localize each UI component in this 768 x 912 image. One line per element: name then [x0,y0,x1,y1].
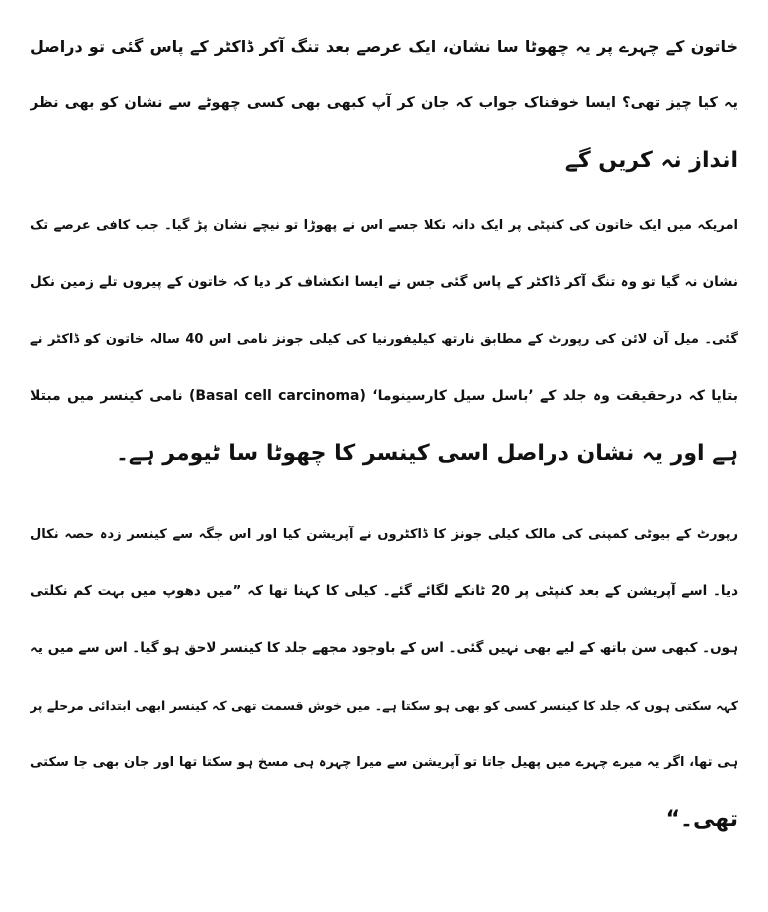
article-body [30,18,738,848]
text-line: انداز نہ کریں گے [564,148,738,173]
text-line: خاتون کے چہرے پر یہ چھوٹا سا نشان، ایک عرصے بعد تنگ آکر ڈاکٹر کے پاس گئی تو دراصل [30,37,738,56]
text-line: بتایا کہ درحقیقت وہ جلد کے ’باسل سیل کارسینوما‘ (Basal cell carcinoma) نامی کینسر میں مبتلا [30,388,738,404]
paragraph-intro [30,18,738,189]
paragraph-diagnosis [30,197,738,482]
text-line: نشان نہ گیا تو وہ تنگ آکر ڈاکٹر کے پاس گئی جس نے ایسا انکشاف کر دیا کہ خاتون کے پیروں تلے زمین نکل [30,274,738,290]
text-line: ہی تھا، اگر یہ میرے چہرے میں پھیل جاتا تو آپریشن سے میرا چہرہ ہی مسخ ہو سکتا تھا اور جان بھی جا سکتی [30,755,738,770]
text-line: دیا۔ اسے آپریشن کے بعد کنپٹی پر 20 ٹانکے لگائے گئے۔ کیلی کا کہنا تھا کہ ”میں دھوپ میں بہت کم نکلتی [30,583,738,599]
text-line: رپورٹ کے بیوٹی کمپنی کی مالک کیلی جونز کا ڈاکٹروں نے آپریشن کیا اور اس جگہ سے کینسر زدہ حصہ نکال [30,527,738,542]
text-line: گئی۔ میل آن لائن کی رپورٹ کے مطابق نارتھ کیلیفورنیا کی کیلی جونز نامی اس 40 سالہ خاتون کو ڈاکٹر نے [30,332,738,347]
text-line: کہہ سکتی ہوں کہ جلد کا کینسر کسی کو بھی ہو سکتا ہے۔ میں خوش قسمت تھی کہ کینسر ابھی ابتدائی مرحلے پر [30,698,738,713]
text-line: یہ کیا چیز تھی؟ ایسا خوفناک جواب کہ جان کر آپ کبھی بھی کسی چھوٹے سے نشان کو بھی نظر [30,95,738,111]
text-line: ہے اور یہ نشان دراصل اسی کینسر کا چھوٹا سا ٹیومر ہے۔ [115,441,738,466]
text-line: تھی۔“ [665,807,738,832]
text-line: ہوں۔ کبھی سن باتھ کے لیے بھی نہیں گئی۔ اس کے باوجود مجھے جلد کا کینسر لاحق ہو گیا۔ اس سے میں یہ [30,640,738,656]
paragraph-surgery [30,506,738,848]
text-line: امریکہ میں ایک خاتون کی کنپٹی پر ایک دانہ نکلا جسے اس نے پھوڑا تو نیچے نشان پڑ گیا۔ جب کافی عرصے تک [30,218,738,233]
